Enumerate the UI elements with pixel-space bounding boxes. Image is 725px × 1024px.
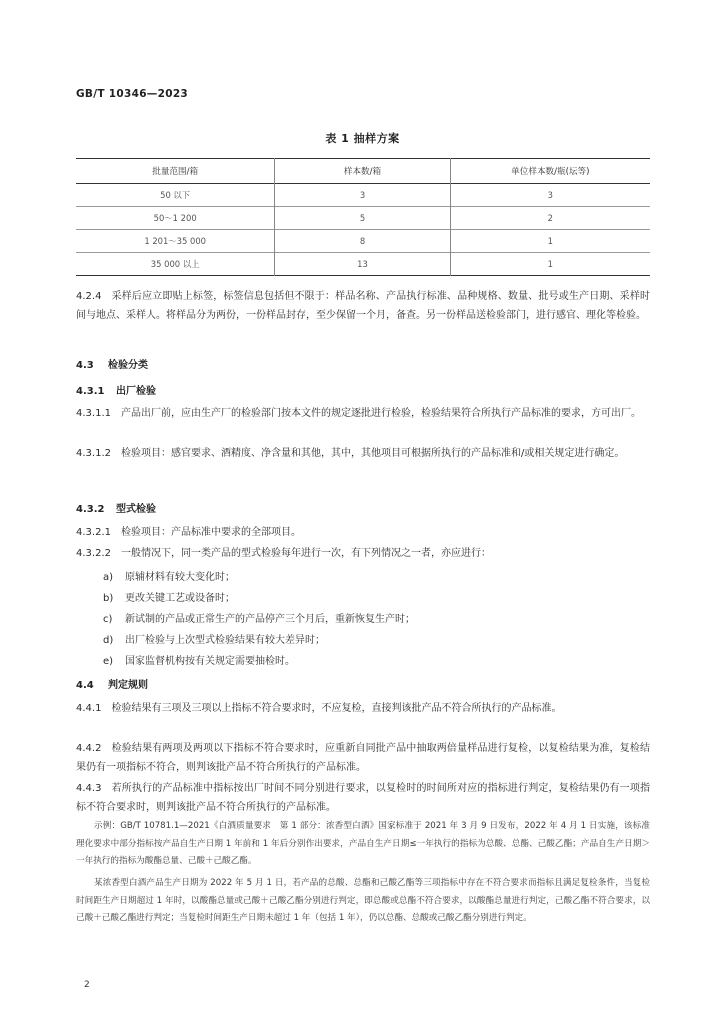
clause-number: 4.3.1.2 [76, 448, 111, 459]
table-row [76, 253, 650, 276]
clause-text: 检验结果有两项及两项以下指标不符合要求时，应重新自同批产品中抽取两倍量样品进行复检，以复检结果为准，复检结果仍有一项指标不符合，则判该批产品不符合所执行的产品标准。 [76, 743, 650, 773]
heading-number: 4.3.2 [76, 504, 105, 515]
list-marker: d) [103, 635, 114, 646]
table-cell: 8 [275, 230, 450, 253]
table-cell: 3 [450, 184, 650, 207]
heading-title: 出厂检验 [116, 386, 156, 397]
clause-number: 4.3.2.1 [76, 527, 111, 538]
standard-code: GB/T 10346—2023 [76, 88, 189, 100]
list-marker: b) [103, 593, 114, 604]
heading-4-3 [76, 356, 148, 371]
list-item [103, 631, 325, 646]
list-marker: c) [103, 614, 113, 625]
clause-number: 4.2.4 [76, 291, 102, 302]
clause-4-2-4 [76, 288, 650, 325]
table-cell: 1 [450, 230, 650, 253]
table-cell: 35 000 以上 [150, 259, 200, 269]
table-row [76, 207, 650, 230]
table-cell: 1 201～35 000 [144, 236, 206, 246]
clause-number: 4.4.1 [76, 703, 102, 714]
heading-title: 判定规则 [108, 680, 148, 691]
table-header-cell: 单位样本数/瓶(坛等) [450, 159, 650, 184]
clause-text: 一般情况下，同一类产品的型式检验每年进行一次，有下列情况之一者，亦应进行： [121, 548, 491, 559]
list-item [103, 652, 295, 667]
table-row [76, 230, 650, 253]
page-number: 2 [84, 980, 90, 990]
clause-4-4-1 [76, 700, 650, 719]
heading-4-4 [76, 676, 148, 691]
table-header-cell: 样本数/箱 [275, 159, 450, 184]
example-paragraph: 某浓香型白酒产品生产日期为 2022 年 5 月 1 日，若产品的总酸、总酯和己酸乙酯等三项指标中存在不符合要求而指标且满足复检条件，当复检时间距生产日期超过 1 年时，以酸酯总量或己酸＋己酸乙酯分别进行判定，即总酸或总酯不符合要求，以酸酯总量进行判定，己酸乙酯不符合要求，以己酸＋己酸乙酯进行判定；当复检时间距生产日期未超过 1 年（包括 1 年），仍以总酯、总酸或己酸乙酯分别进行判定。 [76, 878, 650, 923]
clause-number: 4.3.1.1 [76, 408, 111, 419]
list-marker: a) [103, 572, 114, 583]
heading-number: 4.4 [76, 680, 94, 691]
clause-text: 若所执行的产品标准中指标按出厂时间不同分别进行要求，以复检时的时间所对应的指标进行判定，复检结果仍有一项指标不符合要求时，则判该批产品不符合所执行的产品标准。 [76, 783, 650, 813]
heading-title: 检验分类 [108, 360, 148, 371]
table-header-row [76, 159, 650, 184]
clause-text: 检验结果有三项及三项以上指标不符合要求时，不应复检，直接判该批产品不符合所执行的产品标准。 [111, 703, 562, 714]
heading-number: 4.3.1 [76, 386, 105, 397]
heading-title: 型式检验 [116, 504, 156, 515]
table-cell: 13 [275, 253, 450, 276]
list-text: 新试制的产品或正常生产的产品停产三个月后，重新恢复生产时； [125, 614, 415, 625]
list-text: 更改关键工艺或设备时； [125, 593, 235, 604]
table-cell: 5 [275, 207, 450, 230]
table-cell: 2 [450, 207, 650, 230]
table-cell: 50 以下 [160, 190, 191, 200]
list-item [103, 610, 415, 625]
table-cell: 1 [450, 253, 650, 276]
table-cell: 3 [275, 184, 450, 207]
table-1-title: 表 1 抽样方案 [325, 132, 400, 145]
clause-text: 采样后应立即贴上标签，标签信息包括但不限于：样品名称、产品执行标准、品种规格、数量、批号或生产日期、采样时间与地点、采样人。将样品分为两份，一份样品封存，至少保留一个月，备查。另一份样品送检验部门，进行感官、理化等检验。 [76, 291, 650, 321]
table-cell: 50～1 200 [153, 213, 197, 223]
table-header-cell: 批量范围/箱 [152, 167, 199, 177]
list-item [103, 589, 235, 604]
clause-4-3-1-1 [76, 405, 650, 424]
clause-text: 产品出厂前，应由生产厂的检验部门按本文件的规定逐批进行检验，检验结果符合所执行产品标准的要求，方可出厂。 [121, 408, 641, 419]
sampling-plan-table [76, 158, 650, 276]
clause-4-4-3 [76, 780, 650, 817]
clause-number: 4.4.2 [76, 743, 102, 754]
list-text: 国家监督机构按有关规定需要抽检时。 [125, 656, 295, 667]
clause-4-4-2 [76, 740, 650, 777]
table-row [76, 184, 650, 207]
clause-number: 4.3.2.2 [76, 548, 111, 559]
clause-number: 4.4.3 [76, 783, 102, 794]
list-item [103, 568, 235, 583]
heading-number: 4.3 [76, 360, 94, 371]
clause-text: 检验项目：产品标准中要求的全部项目。 [121, 527, 301, 538]
heading-4-3-1 [76, 382, 156, 397]
list-marker: e) [103, 656, 114, 667]
clause-text: 检验项目：感官要求、酒精度、净含量和其他，其中，其他项目可根据所执行的产品标准和/或相关规定进行确定。 [121, 448, 625, 459]
example-paragraph: 示例：GB/T 10781.1—2021《白酒质量要求 第 1 部分：浓香型白酒》国家标准于 2021 年 3 月 9 日发布，2022 年 4 月 1 日实施，该标准理化要求中部分指标按产品自生产日期 1 年前和 1 年后分别作出要求，产品自生产日期≤一年执行的指标为总酸、总酯、己酸乙酯；产品自生产日期＞一年执行的指标为酸酯总量、己酸＋己酸乙酯。 [76, 821, 650, 866]
clause-4-3-2-2 [76, 545, 650, 564]
clause-4-3-2-1 [76, 524, 650, 543]
list-text: 原辅材料有较大变化时； [125, 572, 235, 583]
heading-4-3-2 [76, 500, 156, 515]
clause-4-3-1-2 [76, 445, 650, 464]
list-text: 出厂检验与上次型式检验结果有较大差异时； [125, 635, 325, 646]
